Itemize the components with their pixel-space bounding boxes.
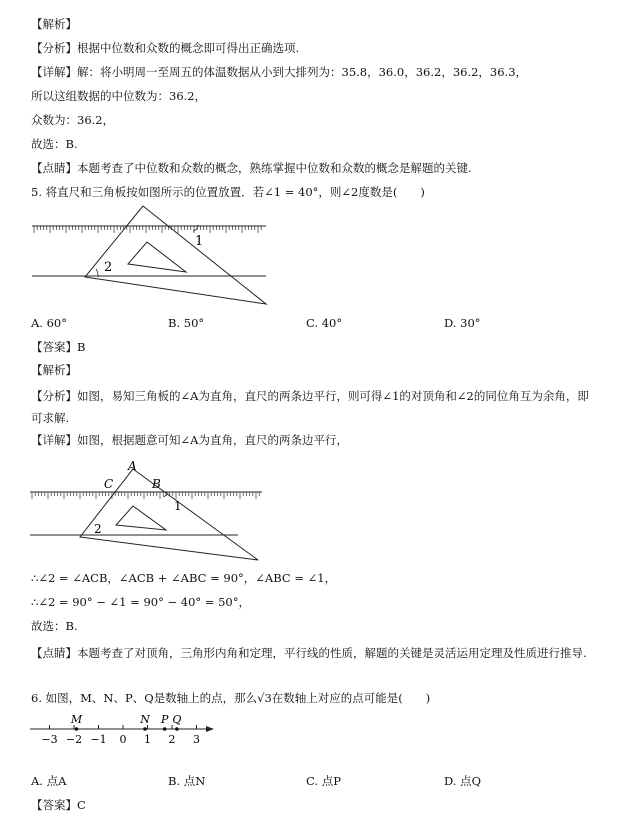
point-q-marker (175, 727, 179, 731)
axis-tick-label: −1 (90, 733, 107, 746)
point-p-label: P (160, 713, 169, 726)
q6-number-line (28, 708, 228, 752)
q5-step1: ∴∠2 = ∠ACB，∠ACB + ∠ABC = 90°，∠ABC = ∠1， (31, 571, 337, 585)
q6-stem: 6. 如图，M、N、P、Q是数轴上的点，那么√3在数轴上对应的点可能是( ) (31, 691, 431, 705)
q6-answer: 【答案】C (31, 798, 86, 812)
q6-option-b: B. 点N (168, 774, 206, 788)
q5-comment: 【点睛】本题考查了对顶角，三角形内角和定理，平行线的性质，解题的关键是灵活运用定理及性质进行推导. (31, 646, 587, 660)
q4-choice: 故选：B. (31, 137, 78, 151)
point-n-marker (143, 727, 147, 731)
axis-tick-label: −2 (65, 733, 83, 746)
q5-figure-ruler-triangle (28, 200, 278, 312)
angle-2-label: 2 (104, 260, 113, 275)
point-q-label: Q (172, 713, 182, 726)
axis-tick-label: 0 (119, 733, 127, 746)
q5-option-d: D. 30° (444, 316, 481, 330)
triangle-inner (116, 506, 166, 530)
q4-comment: 【点睛】本题考查了中位数和众数的概念，熟练掌握中位数和众数的概念是解题的关键. (31, 161, 472, 175)
point-n-label: N (140, 713, 150, 726)
q4-median: 所以这组数据的中位数为：36.2， (31, 89, 207, 103)
q6-option-c: C. 点P (306, 774, 341, 788)
q5-option-b: B. 50° (168, 316, 205, 330)
q5-detail: 【详解】如图，根据题意可知∠A为直角，直尺的两条边平行， (31, 433, 348, 447)
vertex-a-label: A (128, 459, 137, 473)
q4-mode: 众数为：36.2， (31, 113, 115, 127)
axis-tick-label: 3 (193, 733, 200, 746)
q4-analysis: 【分析】根据中位数和众数的概念即可得出正确选项. (31, 41, 300, 55)
q5-option-c: C. 40° (306, 316, 343, 330)
q5-choice: 故选：B. (31, 619, 78, 633)
q4-jiexi-heading: 【解析】 (31, 17, 77, 31)
angle-2-label: 2 (94, 522, 102, 536)
angle-1-label: 1 (174, 499, 182, 513)
q5-figure-labeled (28, 455, 268, 567)
q5-stem: 5. 将直尺和三角板按如图所示的位置放置．若∠1 = 40°，则∠2度数是( ) (31, 185, 425, 199)
q5-jiexi-heading: 【解析】 (31, 363, 77, 377)
angle-1-label: 1 (195, 234, 204, 249)
point-p-marker (163, 727, 167, 731)
triangle-inner (128, 242, 186, 272)
q5-analysis: 【分析】如图，易知三角板的∠A为直角，直尺的两条边平行，则可得∠1的对顶角和∠2的同位角互为余角，即可求解. (31, 389, 589, 425)
q5-answer: 【答案】B (31, 340, 86, 354)
vertex-b-label: B (152, 477, 161, 491)
q4-detail: 【详解】解：将小明周一至周五的体温数据从小到大排列为：35.8，36.0，36.2，36.2，36.3， (31, 65, 528, 79)
axis-tick-label: 1 (144, 733, 151, 746)
q5-step2: ∴∠2 = 90° − ∠1 = 90° − 40° = 50°， (31, 595, 250, 609)
triangle-outer (85, 206, 266, 304)
vertex-c-label: C (104, 477, 114, 491)
q6-option-d: D. 点Q (444, 774, 482, 788)
axis-tick-label: 2 (168, 733, 176, 746)
point-m-marker (75, 727, 79, 731)
axis-tick-label: −3 (41, 733, 58, 746)
point-m-label: M (70, 713, 83, 726)
axis-arrow (206, 726, 214, 732)
q5-option-a: A. 60° (31, 316, 67, 330)
q6-option-a: A. 点A (31, 774, 67, 788)
